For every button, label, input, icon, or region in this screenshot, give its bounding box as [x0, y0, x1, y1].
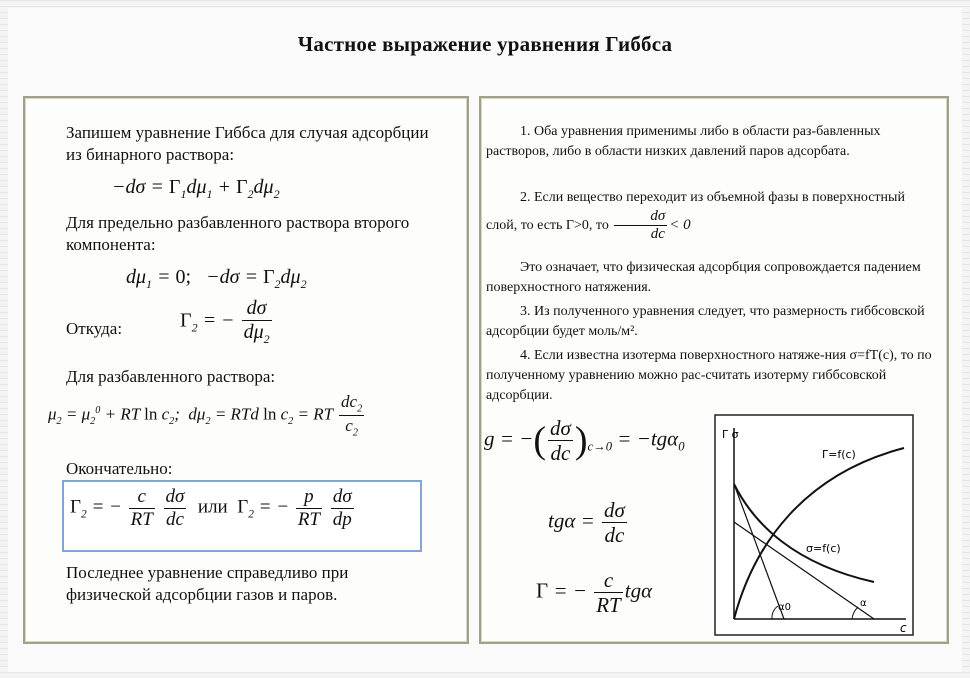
alpha-label: α: [860, 598, 867, 609]
slide-title: Частное выражение уравнения Гиббса: [297, 32, 673, 56]
sigma-curve-label: σ=f(c): [806, 542, 841, 555]
intro-text: [66, 122, 446, 166]
dsigma-dc-inequality: $\frac{d\sigma}{dc}$ < 0: [612, 217, 690, 233]
dilute-second-text: [66, 212, 446, 256]
y-axis-label: Γ σ: [722, 428, 739, 441]
isotherm-graph: [714, 414, 914, 636]
point-1-text: 1. Оба уравнения применимы либо в области раз-бавленных растворов, либо в области низких давлений паров адсорбата.: [486, 124, 881, 159]
finally-label: Окончательно:: [66, 459, 173, 478]
tg-alpha-equation: tgα = $\frac{d\sigma}{dc}$: [548, 498, 625, 548]
whence-label: Откуда:: [66, 319, 123, 338]
for-dilute-label: Для разбавленного раствора:: [66, 367, 276, 386]
point-2-text: [486, 188, 936, 244]
dilute-second-content: Для предельно разбавленного раствора второго компонента:: [66, 213, 410, 254]
final-gibbs-equation: $\Gamma_2$ = − $\frac{c}{RT}$ $\frac{d\sigma}{dc}$ или $\Gamma_2$ = − $\frac{p}{RT}$ $\frac{d\sigma}{dp}$: [70, 486, 352, 530]
gibbs-binary-equation: $-d\sigma = \Gamma_1d\mu_1 + \Gamma_2d\mu_2$: [112, 176, 280, 201]
chemical-potential-equation: $\mu_2 = \mu_2^0$ + RT $\ln c_2$; $d\mu_2$ = RTd $\ln c_2$ = RT $\frac{dc_2}{c_2}$: [48, 392, 363, 439]
x-axis-label: c: [900, 621, 907, 635]
point-4-text: 4. Если известна изотерма поверхностного натяже-ния σ=fT(c), то по полученному уравнению можно рас-считать изотерму гиббсовской адсорбции.: [486, 348, 932, 403]
dilute-equation: $d\mu_1 = 0$; $-d\sigma = \Gamma_2d\mu_2$: [126, 266, 307, 291]
point-3-text: 3. Из полученного уравнения следует, что размерность гиббсовской адсорбции будет моль/м².: [486, 304, 925, 339]
point-2-content: 2. Если вещество переходит из объемной фазы в поверхностный слой, то есть Γ>0, то: [486, 190, 905, 234]
point-2-meaning-text: Это означает, что физическая адсорбция сопровождается падением поверхностного натяжения.: [486, 260, 921, 295]
gamma-curve-label: Γ=f(c): [822, 448, 856, 461]
or-word: или: [197, 496, 228, 518]
gamma-tg-equation: Γ = − $\frac{c}{RT}$ tgα: [536, 568, 653, 618]
conclusion-text: [66, 562, 436, 606]
alpha0-label: α0: [778, 602, 791, 613]
conclusion-content: Последнее уравнение справедливо при физической адсорбции газов и паров.: [66, 563, 349, 604]
graph-frame: [715, 415, 913, 635]
g-tangent-equation: g = −( $\frac{d\sigma}{dc}$ )$_{c\to 0} = -tg\alpha_0$: [484, 416, 685, 466]
gamma2-derivative-equation: $\Gamma_2$ = − $\frac{d\sigma}{d\mu_2}$: [180, 297, 270, 346]
intro-text-content: Запишем уравнение Гиббса для случая адсорбции из бинарного раствора:: [66, 123, 429, 164]
